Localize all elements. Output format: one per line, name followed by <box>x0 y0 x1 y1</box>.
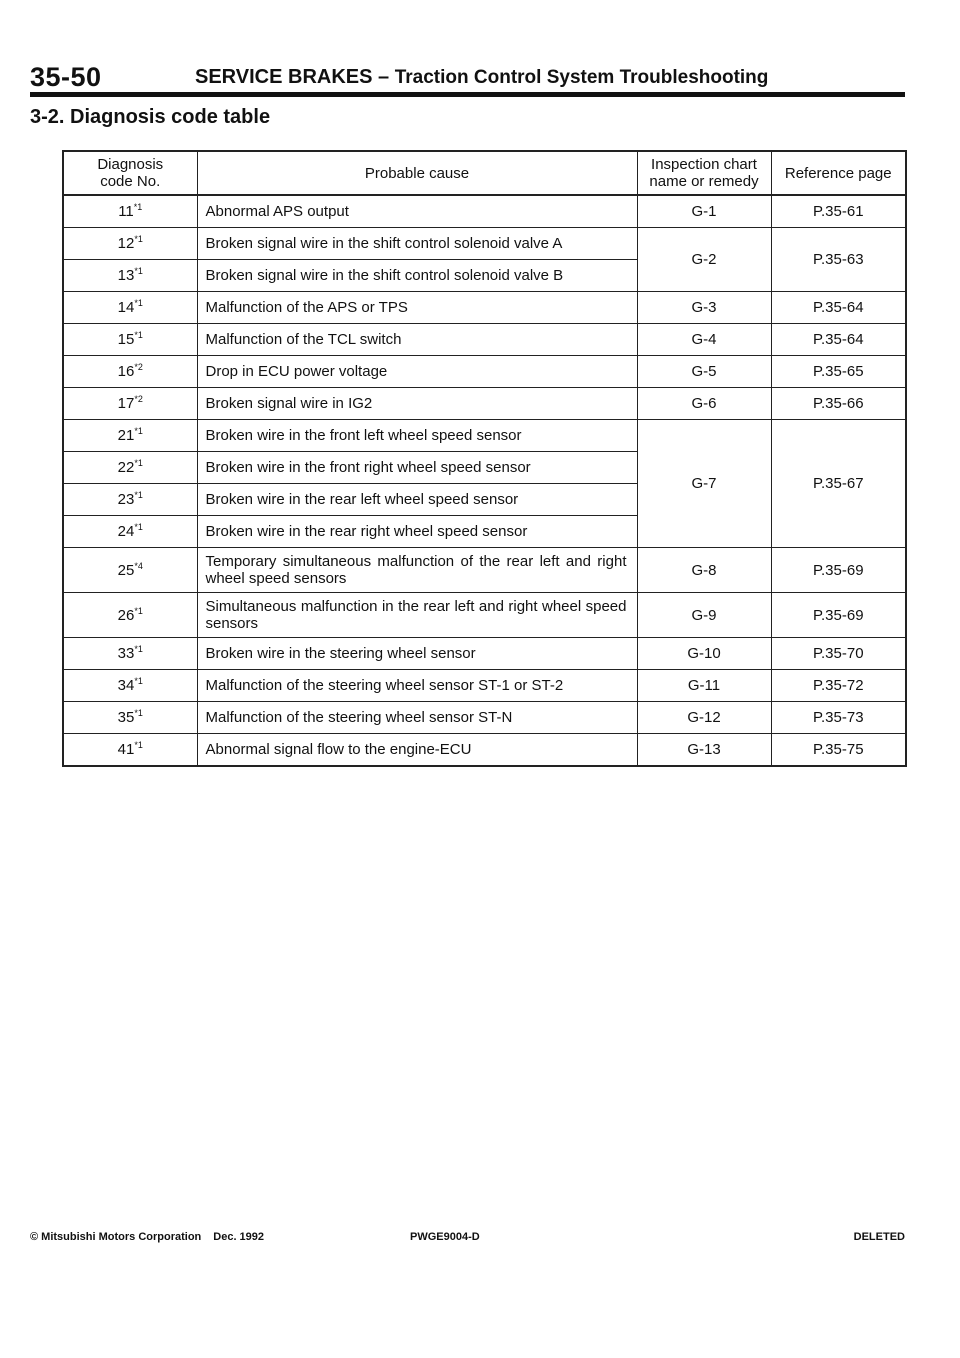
reference-cell: P.35-66 <box>771 388 906 420</box>
code-note: *2 <box>134 394 143 404</box>
cause-cell: Malfunction of the steering wheel sensor ST-1 or ST-2 <box>197 670 637 702</box>
code-cell <box>63 702 197 734</box>
diagnosis-code-table <box>62 150 907 767</box>
chart-cell: G-8 <box>637 548 771 593</box>
table-row <box>63 195 906 228</box>
code-cell <box>63 452 197 484</box>
table-row <box>63 670 906 702</box>
code-number: 26 <box>117 606 135 624</box>
code-cell <box>63 734 197 767</box>
code-cell <box>63 420 197 452</box>
table-row <box>63 420 906 452</box>
code-number: 41 <box>117 741 135 758</box>
cause-cell: Abnormal signal flow to the engine-ECU <box>197 734 637 767</box>
table-header-row <box>63 151 906 195</box>
column-header-code-line1: Diagnosis <box>97 156 164 173</box>
table-row <box>63 734 906 767</box>
header-title-sub: Traction Control System Troubleshooting <box>394 67 769 88</box>
reference-cell: P.35-63 <box>771 228 906 292</box>
cause-cell: Broken wire in the steering wheel sensor <box>197 638 637 670</box>
column-header-code-line2: code No. <box>100 173 161 190</box>
code-number: 23 <box>117 491 135 508</box>
code-cell <box>63 324 197 356</box>
code-number: 35 <box>117 709 135 726</box>
table-row <box>63 548 906 593</box>
footer-status: DELETED <box>853 1231 905 1243</box>
cause-cell: Temporary simultaneous malfunction of the rear left and right wheel speed sensors <box>197 548 637 593</box>
code-number: 12 <box>117 235 135 252</box>
cause-cell: Broken signal wire in IG2 <box>197 388 637 420</box>
reference-cell: P.35-64 <box>771 292 906 324</box>
table-row <box>63 593 906 638</box>
table-row <box>63 292 906 324</box>
table-row <box>63 228 906 260</box>
reference-cell: P.35-67 <box>771 420 906 548</box>
code-cell <box>63 228 197 260</box>
footer-left <box>30 1231 264 1243</box>
table-row <box>63 638 906 670</box>
chart-cell: G-10 <box>637 638 771 670</box>
cause-cell: Broken signal wire in the shift control solenoid valve A <box>197 228 637 260</box>
cause-cell: Abnormal APS output <box>197 195 637 228</box>
code-cell <box>63 670 197 702</box>
table-row <box>63 324 906 356</box>
column-header-chart-line1: Inspection chart <box>651 156 757 173</box>
cause-cell: Simultaneous malfunction in the rear left and right wheel speed sensors <box>197 593 637 638</box>
reference-cell: P.35-73 <box>771 702 906 734</box>
header-title-main: SERVICE BRAKES <box>195 66 373 88</box>
code-cell <box>63 484 197 516</box>
code-number: 24 <box>117 523 135 540</box>
code-note: *2 <box>134 362 143 372</box>
code-note: *1 <box>134 522 143 532</box>
column-header-chart <box>637 151 771 195</box>
reference-cell: P.35-69 <box>771 548 906 593</box>
chart-cell: G-3 <box>637 292 771 324</box>
code-note: *4 <box>134 560 143 571</box>
code-note: *1 <box>134 644 143 654</box>
chart-cell: G-12 <box>637 702 771 734</box>
column-header-reference: Reference page <box>771 151 906 195</box>
footer-copyright: © Mitsubishi Motors Corporation <box>30 1231 202 1243</box>
table-row <box>63 388 906 420</box>
code-cell <box>63 356 197 388</box>
code-number: 14 <box>117 299 135 316</box>
code-number: 15 <box>117 331 135 348</box>
reference-cell: P.35-70 <box>771 638 906 670</box>
chart-cell: G-7 <box>637 420 771 548</box>
code-number: 25 <box>117 561 135 579</box>
chart-cell: G-9 <box>637 593 771 638</box>
reference-cell: P.35-72 <box>771 670 906 702</box>
reference-cell: P.35-61 <box>771 195 906 228</box>
code-cell <box>63 388 197 420</box>
cause-cell: Malfunction of the TCL switch <box>197 324 637 356</box>
reference-cell: P.35-65 <box>771 356 906 388</box>
code-note: *1 <box>134 330 143 340</box>
cause-cell: Malfunction of the steering wheel sensor ST-N <box>197 702 637 734</box>
reference-cell: P.35-75 <box>771 734 906 767</box>
code-note: *1 <box>134 458 143 468</box>
code-number: 22 <box>117 459 135 476</box>
cause-cell: Broken wire in the front right wheel speed sensor <box>197 452 637 484</box>
code-note: *1 <box>134 266 143 276</box>
chart-cell: G-5 <box>637 356 771 388</box>
column-header-code <box>63 151 197 195</box>
footer-doc-code: PWGE9004-D <box>410 1231 480 1243</box>
code-note: *1 <box>134 708 143 718</box>
footer-date: Dec. 1992 <box>213 1231 265 1243</box>
cause-cell: Broken wire in the rear right wheel speed sensor <box>197 516 637 548</box>
chart-cell: G-11 <box>637 670 771 702</box>
column-header-chart-line2: name or remedy <box>649 173 759 190</box>
code-cell <box>63 292 197 324</box>
chart-cell: G-1 <box>637 195 771 228</box>
column-header-cause: Probable cause <box>197 151 637 195</box>
code-number: 11 <box>118 203 134 220</box>
code-note: *1 <box>134 490 143 500</box>
header-rule <box>30 92 905 97</box>
code-number: 33 <box>117 645 135 662</box>
header-title <box>195 66 768 89</box>
page-header <box>30 62 905 94</box>
reference-cell: P.35-64 <box>771 324 906 356</box>
cause-cell: Malfunction of the APS or TPS <box>197 292 637 324</box>
cause-cell: Broken wire in the front left wheel speed sensor <box>197 420 637 452</box>
section-title: 3-2. Diagnosis code table <box>30 106 271 128</box>
chart-cell: G-13 <box>637 734 771 767</box>
code-number: 17 <box>117 395 135 412</box>
code-note: *1 <box>134 298 143 308</box>
chart-cell: G-6 <box>637 388 771 420</box>
code-number: 21 <box>117 427 135 444</box>
code-cell <box>63 516 197 548</box>
reference-cell: P.35-69 <box>771 593 906 638</box>
table-row <box>63 702 906 734</box>
chart-cell: G-4 <box>637 324 771 356</box>
cause-cell: Drop in ECU power voltage <box>197 356 637 388</box>
code-note: *1 <box>133 202 143 212</box>
table-row <box>63 356 906 388</box>
code-cell <box>63 260 197 292</box>
chart-cell: G-2 <box>637 228 771 292</box>
code-number: 16 <box>117 363 135 380</box>
code-cell <box>63 548 197 593</box>
code-note: *1 <box>134 234 143 244</box>
page-number: 35-50 <box>30 62 102 92</box>
code-cell <box>63 638 197 670</box>
code-number: 13 <box>117 267 135 284</box>
code-cell <box>63 195 197 228</box>
code-note: *1 <box>134 426 143 436</box>
header-title-separator: – <box>372 66 395 88</box>
code-cell <box>63 593 197 638</box>
cause-cell: Broken signal wire in the shift control solenoid valve B <box>197 260 637 292</box>
code-note: *1 <box>134 605 143 616</box>
code-note: *1 <box>134 676 143 686</box>
cause-cell: Broken wire in the rear left wheel speed sensor <box>197 484 637 516</box>
code-number: 34 <box>117 677 135 694</box>
code-note: *1 <box>134 740 143 750</box>
